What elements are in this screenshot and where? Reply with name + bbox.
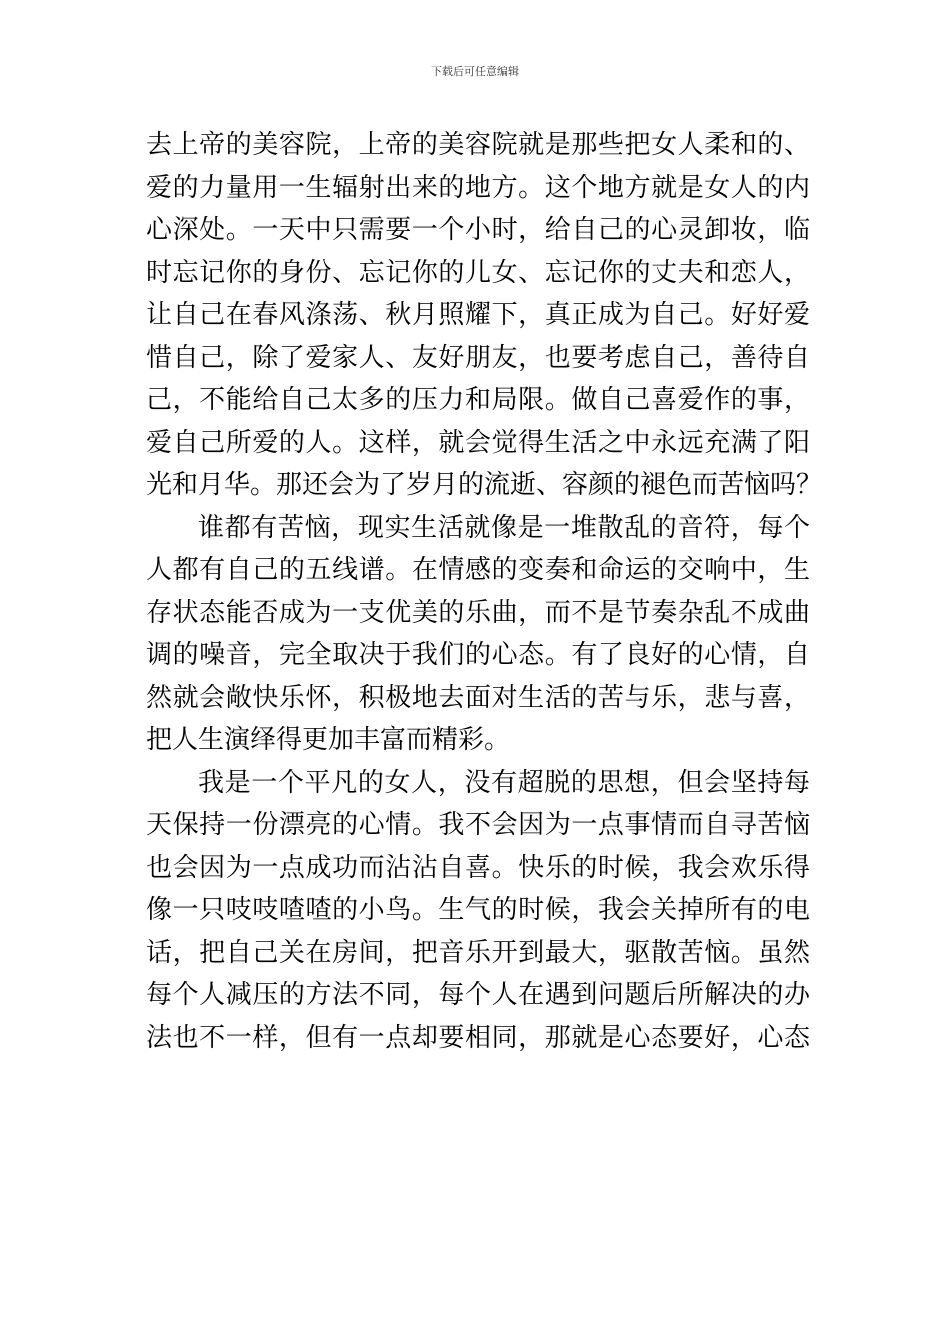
text-line: 把人生演绎得更加丰富而精彩。	[146, 725, 511, 755]
text-line: 法也不一样，但有一点却要相同，那就是心态要好，心态	[146, 1022, 810, 1053]
document-body	[146, 124, 823, 1059]
paragraph-2	[146, 507, 810, 762]
text-line: 心深处。一天中只需要一个小时，给自己的心灵卸妆，临	[146, 215, 810, 245]
text-line: 爱的力量用一生辐射出来的地方。这个地方就是女人的内	[146, 172, 810, 203]
text-line: 每个人减压的方法不同，每个人在遇到问题后所解决的办	[146, 980, 810, 1010]
paragraph-3	[146, 762, 810, 1060]
text-line: 存状态能否成为一支优美的乐曲，而不是节奏杂乱不成曲	[146, 597, 810, 628]
text-line: 光和月华。那还会为了岁月的流逝、容颜的褪色而苦恼吗？	[146, 470, 823, 500]
text-line: 然就会敞快乐怀，积极地去面对生活的苦与乐，悲与喜，	[146, 682, 810, 713]
text-line: 也会因为一点成功而沾沾自喜。快乐的时候，我会欢乐得	[146, 852, 810, 883]
text-line: 我是一个平凡的女人，没有超脱的思想，但会坚持每	[198, 767, 810, 798]
text-line: 人都有自己的五线谱。在情感的变奏和命运的交响中，生	[146, 555, 810, 585]
text-line: 话，把自己关在房间，把音乐开到最大，驱散苦恼。虽然	[146, 937, 810, 968]
text-line: 天保持一份漂亮的心情。我不会因为一点事情而自寻苦恼	[146, 810, 810, 840]
text-line: 让自己在春风涤荡、秋月照耀下，真正成为自己。好好爱	[146, 300, 810, 330]
page-header: 下载后可任意编辑	[431, 65, 519, 78]
text-line: 时忘记你的身份、忘记你的儿女、忘记你的丈夫和恋人，	[146, 257, 810, 288]
text-line: 去上帝的美容院，上帝的美容院就是那些把女人柔和的、	[146, 130, 810, 160]
text-line: 谁都有苦恼，现实生活就像是一堆散乱的音符，每个	[198, 512, 810, 543]
text-line: 惜自己，除了爱家人、友好朋友，也要考虑自己，善待自	[146, 342, 810, 373]
text-line: 己，不能给自己太多的压力和局限。做自己喜爱作的事，	[146, 385, 810, 415]
text-line: 像一只吱吱喳喳的小鸟。生气的时候，我会关掉所有的电	[146, 895, 810, 925]
text-line: 爱自己所爱的人。这样，就会觉得生活之中永远充满了阳	[146, 427, 810, 458]
paragraph-1	[146, 124, 823, 507]
text-line: 调的噪音，完全取决于我们的心态。有了良好的心情，自	[146, 640, 810, 670]
